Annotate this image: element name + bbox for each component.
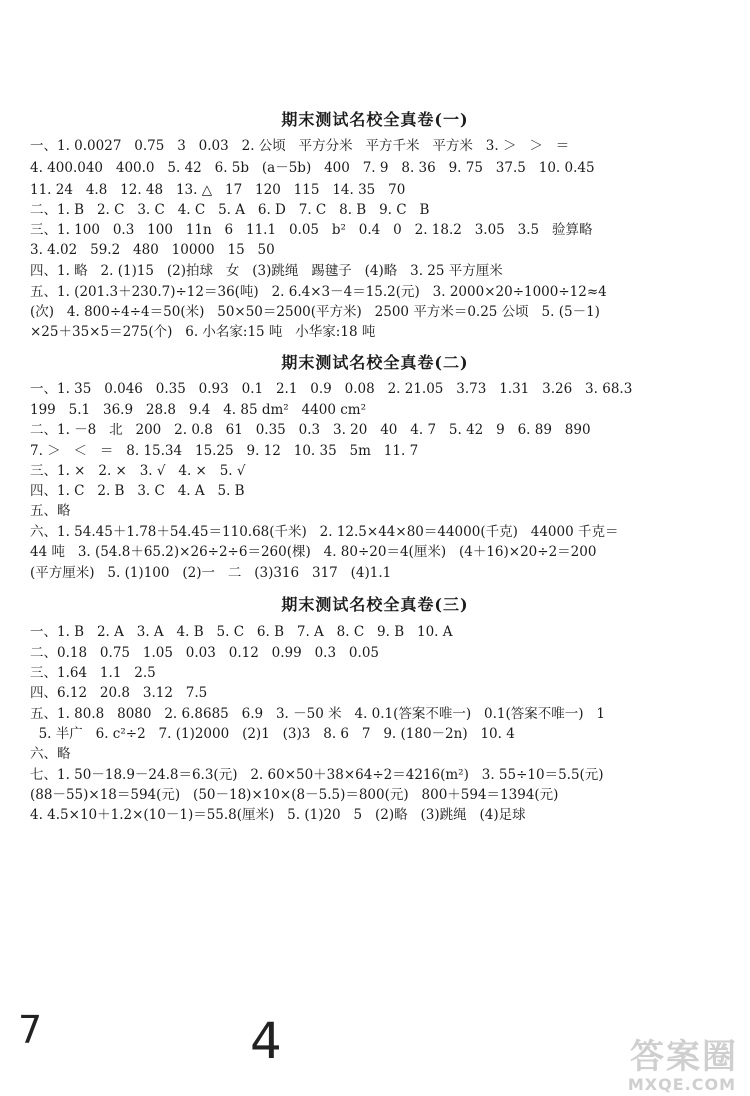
answer-line: 11. 24 4.8 12. 48 13. △ 17 120 115 14. 35 70 [30,182,406,198]
watermark-logo: 答案圈 [630,1037,738,1077]
answer-line: 4. 4.5×10＋1.2×(10－1)＝55.8(厘米) 5. (1)20 5 (2)略 (3)跳绳 (4)足球 [30,807,526,823]
answer-line: 3. 4.02 59.2 480 10000 15 50 [30,242,275,258]
answer-line: 三、1. × 2. × 3. √ 4. × 5. √ [30,463,246,479]
answer-line: 7. ＞ ＜ ＝ 8. 15.34 15.25 9. 12 10. 35 5m 11. 7 [30,443,419,459]
answer-line: 三、1.64 1.1 2.5 [30,665,156,681]
answer-line: 199 5.1 36.9 28.8 9.4 4. 85 dm² 4400 cm² [30,402,366,418]
answer-line: 五、1. (201.3＋230.7)÷12＝36(吨) 2. 6.4×3－4＝15.2(元) 3. 2000×20÷1000÷12≈4 [30,284,607,300]
answer-line: 七、1. 50－18.9－24.8＝6.3(元) 2. 60×50＋38×64÷2＝4216(m²) 3. 55÷10＝5.5(元) [30,767,604,783]
answer-line: 三、1. 100 0.3 100 11n 6 11.1 0.05 b² 0.4 0 2. 18.2 3.05 3.5 验算略 [30,222,593,238]
answer-line: 四、6.12 20.8 3.12 7.5 [30,685,208,701]
answer-line: 二、1. B 2. C 3. C 4. C 5. A 6. D 7. C 8. B 9. C B [30,202,430,218]
handwritten-mark: 7 [18,1008,43,1052]
answer-line: (次) 4. 800÷4÷4＝50(米) 50×50＝2500(平方米) 2500 平方米＝0.25 公顷 5. (5－1) [30,304,600,320]
answer-line: 四、1. C 2. B 3. C 4. A 5. B [30,483,245,499]
answer-line: 六、略 [30,746,71,762]
section-title-2: 期末测试名校全真卷(二) [281,353,469,372]
answer-line: 一、1. B 2. A 3. A 4. B 5. C 6. B 7. A 8. C 9. B 10. A [30,624,453,640]
answer-line: 4. 400.040 400.0 5. 42 6. 5b (a－5b) 400 7. 9 8. 36 9. 75 37.5 10. 0.45 [30,160,595,176]
answer-line: 二、0.18 0.75 1.05 0.03 0.12 0.99 0.3 0.05 [30,645,379,661]
answer-line: (平方厘米) 5. (1)100 (2)一 二 (3)316 317 (4)1.1 [30,565,392,581]
answer-line: 二、1. －8 北 200 2. 0.8 61 0.35 0.3 3. 20 40 4. 7 5. 42 9 6. 89 890 [30,422,591,438]
answer-line: 44 吨 3. (54.8＋65.2)×26÷2÷6＝260(棵) 4. 80÷20＝4(厘米) (4＋16)×20÷2＝200 [30,544,597,560]
watermark-url: MXQE.COM [627,1075,736,1094]
answer-line: 六、1. 54.45＋1.78＋54.45＝110.68(千米) 2. 12.5×44×80＝44000(千克) 44000 千克＝ [30,524,619,540]
answer-line: 五、1. 80.8 8080 2. 6.8685 6.9 3. －50 米 4. 0.1(答案不唯一) 0.1(答案不唯一) 1 [30,706,605,722]
section-title-1: 期末测试名校全真卷(一) [281,110,469,129]
answer-line: 四、1. 略 2. (1)15 (2)拍球 女 (3)跳绳 踢毽子 (4)略 3. 25 平方厘米 [30,263,503,279]
answer-line: 一、1. 35 0.046 0.35 0.93 0.1 2.1 0.9 0.08 2. 21.05 3.73 1.31 3.26 3. 68.3 [30,381,633,397]
answer-line: 五、略 [30,503,71,519]
answer-line: (88－55)×18＝594(元) (50－18)×10×(8－5.5)＝800(元) 800＋594＝1394(元) [30,787,559,803]
answer-line: ×25＋35×5＝275(个) 6. 小名家:15 吨 小华家:18 吨 [30,324,376,340]
answer-line: 一、1. 0.0027 0.75 3 0.03 2. 公顷 平方分米 平方千米 平方米 3. ＞ ＞ ＝ [30,138,570,154]
answer-line: 5. 半广 6. c²÷2 7. (1)2000 (2)1 (3)3 8. 6 7 9. (180－2n) 10. 4 [30,726,515,742]
handwritten-page-number: 4 [250,1012,282,1070]
section-title-3: 期末测试名校全真卷(三) [281,595,469,614]
